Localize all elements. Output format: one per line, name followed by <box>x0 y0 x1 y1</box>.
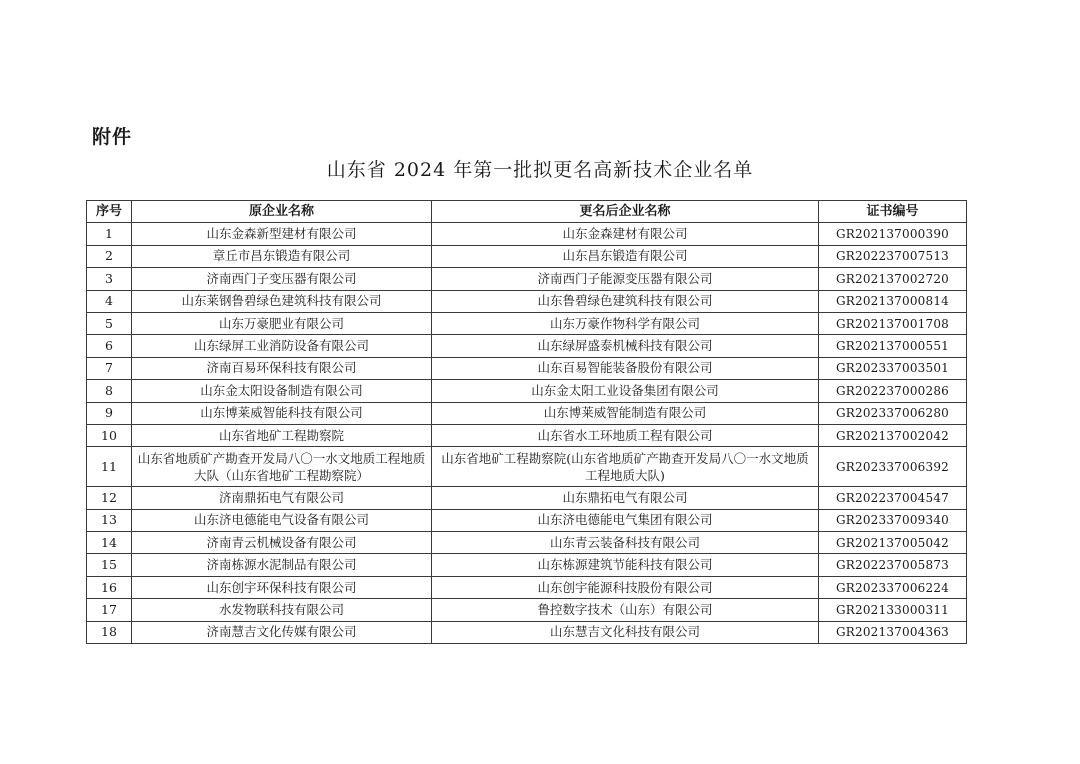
cell-new-name: 山东百易智能装备股份有限公司 <box>432 357 819 379</box>
cell-index: 4 <box>87 290 132 312</box>
cell-certificate-no: GR202337006392 <box>819 447 967 487</box>
cell-index: 12 <box>87 487 132 509</box>
cell-index: 15 <box>87 554 132 576</box>
cell-index: 9 <box>87 402 132 424</box>
table-body <box>87 223 967 644</box>
cell-certificate-no: GR202137005042 <box>819 532 967 554</box>
cell-original-name: 济南西门子变压器有限公司 <box>132 268 432 290</box>
cell-original-name: 山东博莱威智能科技有限公司 <box>132 402 432 424</box>
cell-index: 8 <box>87 380 132 402</box>
table-row <box>87 621 967 643</box>
cell-certificate-no: GR202137001708 <box>819 312 967 334</box>
cell-new-name: 山东金太阳工业设备集团有限公司 <box>432 380 819 402</box>
cell-new-name: 山东青云装备科技有限公司 <box>432 532 819 554</box>
cell-index: 7 <box>87 357 132 379</box>
cell-index: 1 <box>87 223 132 245</box>
table-row <box>87 599 967 621</box>
cell-new-name: 山东绿屏盛泰机械科技有限公司 <box>432 335 819 357</box>
cell-new-name: 山东昌东锻造有限公司 <box>432 245 819 267</box>
header-new-name: 更名后企业名称 <box>432 201 819 223</box>
cell-index: 17 <box>87 599 132 621</box>
cell-index: 5 <box>87 312 132 334</box>
cell-index: 6 <box>87 335 132 357</box>
cell-index: 13 <box>87 509 132 531</box>
header-certificate-no: 证书编号 <box>819 201 967 223</box>
document-title: 山东省 2024 年第一批拟更名高新技术企业名单 <box>326 159 754 181</box>
table-row <box>87 268 967 290</box>
cell-new-name: 济南西门子能源变压器有限公司 <box>432 268 819 290</box>
cell-new-name: 山东慧吉文化科技有限公司 <box>432 621 819 643</box>
cell-original-name: 水发物联科技有限公司 <box>132 599 432 621</box>
cell-index: 14 <box>87 532 132 554</box>
table-row <box>87 335 967 357</box>
cell-original-name: 山东省地质矿产勘查开发局八〇一水文地质工程地质大队（山东省地矿工程勘察院） <box>132 447 432 487</box>
cell-certificate-no: GR202237005873 <box>819 554 967 576</box>
cell-new-name: 山东省地矿工程勘察院(山东省地质矿产勘查开发局八〇一水文地质工程地质大队) <box>432 447 819 487</box>
cell-new-name: 山东省水工环地质工程有限公司 <box>432 424 819 446</box>
cell-certificate-no: GR202337006280 <box>819 402 967 424</box>
table-row <box>87 509 967 531</box>
cell-new-name: 山东济电德能电气集团有限公司 <box>432 509 819 531</box>
cell-index: 10 <box>87 424 132 446</box>
table-header-row <box>87 201 967 223</box>
cell-certificate-no: GR202237007513 <box>819 245 967 267</box>
cell-certificate-no: GR202137000814 <box>819 290 967 312</box>
cell-certificate-no: GR202137004363 <box>819 621 967 643</box>
cell-new-name: 山东金森建材有限公司 <box>432 223 819 245</box>
cell-original-name: 山东省地矿工程勘察院 <box>132 424 432 446</box>
header-index: 序号 <box>87 201 132 223</box>
cell-certificate-no: GR202133000311 <box>819 599 967 621</box>
cell-certificate-no: GR202137002720 <box>819 268 967 290</box>
cell-index: 3 <box>87 268 132 290</box>
cell-index: 11 <box>87 447 132 487</box>
cell-certificate-no: GR202137002042 <box>819 424 967 446</box>
cell-original-name: 济南百易环保科技有限公司 <box>132 357 432 379</box>
table-row <box>87 380 967 402</box>
cell-original-name: 章丘市昌东锻造有限公司 <box>132 245 432 267</box>
cell-original-name: 山东创宇环保科技有限公司 <box>132 576 432 598</box>
table-row <box>87 245 967 267</box>
cell-original-name: 山东金太阳设备制造有限公司 <box>132 380 432 402</box>
cell-original-name: 济南青云机械设备有限公司 <box>132 532 432 554</box>
table-row <box>87 357 967 379</box>
table-row <box>87 554 967 576</box>
table-row <box>87 223 967 245</box>
cell-original-name: 济南栋源水泥制品有限公司 <box>132 554 432 576</box>
table-row <box>87 402 967 424</box>
cell-original-name: 山东绿屏工业消防设备有限公司 <box>132 335 432 357</box>
cell-certificate-no: GR202237004547 <box>819 487 967 509</box>
table-row <box>87 424 967 446</box>
cell-certificate-no: GR202337009340 <box>819 509 967 531</box>
cell-new-name: 山东博莱威智能制造有限公司 <box>432 402 819 424</box>
attachment-label: 附件 <box>92 126 133 148</box>
cell-new-name: 山东栋源建筑节能科技有限公司 <box>432 554 819 576</box>
table-row <box>87 312 967 334</box>
table-row <box>87 290 967 312</box>
header-original-name: 原企业名称 <box>132 201 432 223</box>
cell-new-name: 山东鲁碧绿色建筑科技有限公司 <box>432 290 819 312</box>
table-row <box>87 447 967 487</box>
cell-original-name: 济南慧吉文化传媒有限公司 <box>132 621 432 643</box>
cell-certificate-no: GR202337003501 <box>819 357 967 379</box>
cell-original-name: 山东济电德能电气设备有限公司 <box>132 509 432 531</box>
cell-certificate-no: GR202137000390 <box>819 223 967 245</box>
cell-original-name: 济南鼎拓电气有限公司 <box>132 487 432 509</box>
cell-certificate-no: GR202337006224 <box>819 576 967 598</box>
cell-original-name: 山东莱钢鲁碧绿色建筑科技有限公司 <box>132 290 432 312</box>
rename-enterprise-table <box>86 200 967 644</box>
cell-certificate-no: GR202137000551 <box>819 335 967 357</box>
cell-original-name: 山东万豪肥业有限公司 <box>132 312 432 334</box>
cell-original-name: 山东金森新型建材有限公司 <box>132 223 432 245</box>
cell-new-name: 鲁控数字技术（山东）有限公司 <box>432 599 819 621</box>
cell-certificate-no: GR202237000286 <box>819 380 967 402</box>
cell-new-name: 山东创宇能源科技股份有限公司 <box>432 576 819 598</box>
table-row <box>87 487 967 509</box>
table-row <box>87 576 967 598</box>
cell-new-name: 山东鼎拓电气有限公司 <box>432 487 819 509</box>
cell-index: 16 <box>87 576 132 598</box>
cell-new-name: 山东万豪作物科学有限公司 <box>432 312 819 334</box>
table-row <box>87 532 967 554</box>
cell-index: 18 <box>87 621 132 643</box>
cell-index: 2 <box>87 245 132 267</box>
